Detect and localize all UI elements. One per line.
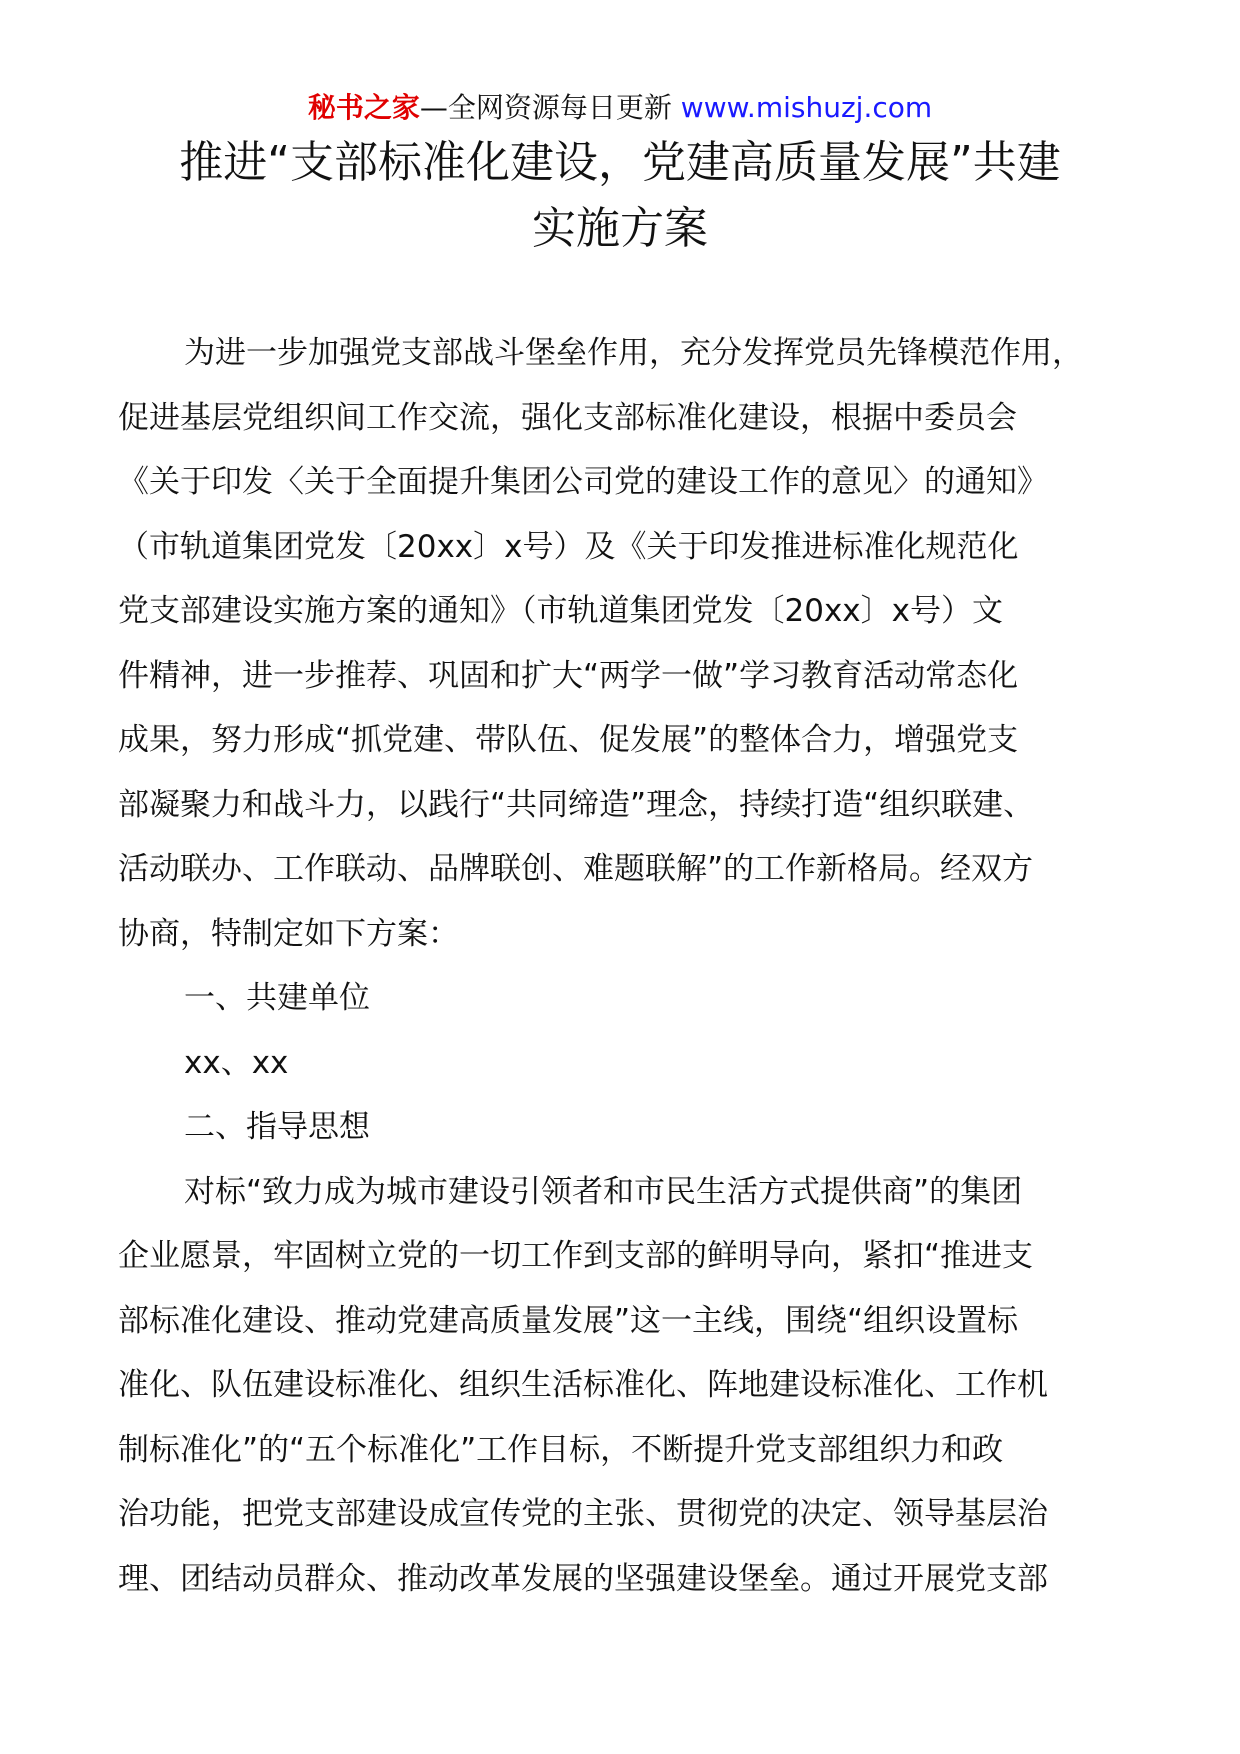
body-line: 件精神，进一步推荐、巩固和扩大“两学一做”学习教育活动常态化 — [118, 657, 1019, 694]
section-heading: 一、共建单位 — [184, 980, 370, 1016]
document-title — [0, 130, 1240, 262]
body-line: 准化、队伍建设标准化、组织生活标准化、阵地建设标准化、工作机 — [118, 1367, 1048, 1403]
body-line: 《关于印发〈关于全面提升集团公司党的建设工作的意见〉的通知》 — [118, 464, 1048, 500]
website-link[interactable]: www.mishuzj.com — [680, 91, 933, 124]
section-heading: 二、指导思想 — [184, 1109, 370, 1145]
body-line: 促进基层党组织间工作交流，强化支部标准化建设，根据中委员会 — [118, 399, 1017, 436]
body-line: （市轨道集团党发〔20xx〕x号）及《关于印发推进标准化规范化 — [118, 528, 1019, 565]
body-line: 成果，努力形成“抓党建、带队伍、促发展”的整体合力，增强党支 — [118, 722, 1019, 758]
header-tagline: —全网资源每日更新 — [419, 91, 672, 124]
document-body — [118, 321, 1148, 1611]
title-line-1: 推进“支部标准化建设，党建高质量发展”共建 — [179, 137, 1061, 188]
body-line: 活动联办、工作联动、品牌联创、难题联解”的工作新格局。经双方 — [118, 851, 1034, 887]
body-line: 协商，特制定如下方案： — [118, 915, 459, 952]
body-line: 理、团结动员群众、推动改革发展的坚强建设堡垒。通过开展党支部 — [118, 1560, 1048, 1597]
body-line: 制标准化”的“五个标准化”工作目标，不断提升党支部组织力和政 — [118, 1431, 1004, 1468]
body-line: 企业愿景，牢固树立党的一切工作到支部的鲜明导向，紧扣“推进支 — [118, 1238, 1034, 1274]
body-line: 党支部建设实施方案的通知》（市轨道集团党发〔20xx〕x号）文 — [118, 593, 1003, 629]
title-line-2: 实施方案 — [532, 203, 708, 254]
body-line: 治功能，把党支部建设成宣传党的主张、贯彻党的决定、领导基层治 — [118, 1496, 1048, 1532]
body-line: 对标“致力成为城市建设引领者和市民生活方式提供商”的集团 — [184, 1173, 1023, 1210]
body-line: 为进一步加强党支部战斗堡垒作用，充分发挥党员先锋模范作用， — [184, 335, 1083, 371]
brand-name: 秘书之家 — [307, 91, 420, 124]
body-line: xx、xx — [184, 1044, 289, 1081]
body-line: 部凝聚力和战斗力，以践行“共同缔造”理念，持续打造“组织联建、 — [118, 786, 1035, 823]
body-line: 部标准化建设、推动党建高质量发展”这一主线，围绕“组织设置标 — [118, 1302, 1019, 1339]
page-header — [0, 88, 1240, 128]
